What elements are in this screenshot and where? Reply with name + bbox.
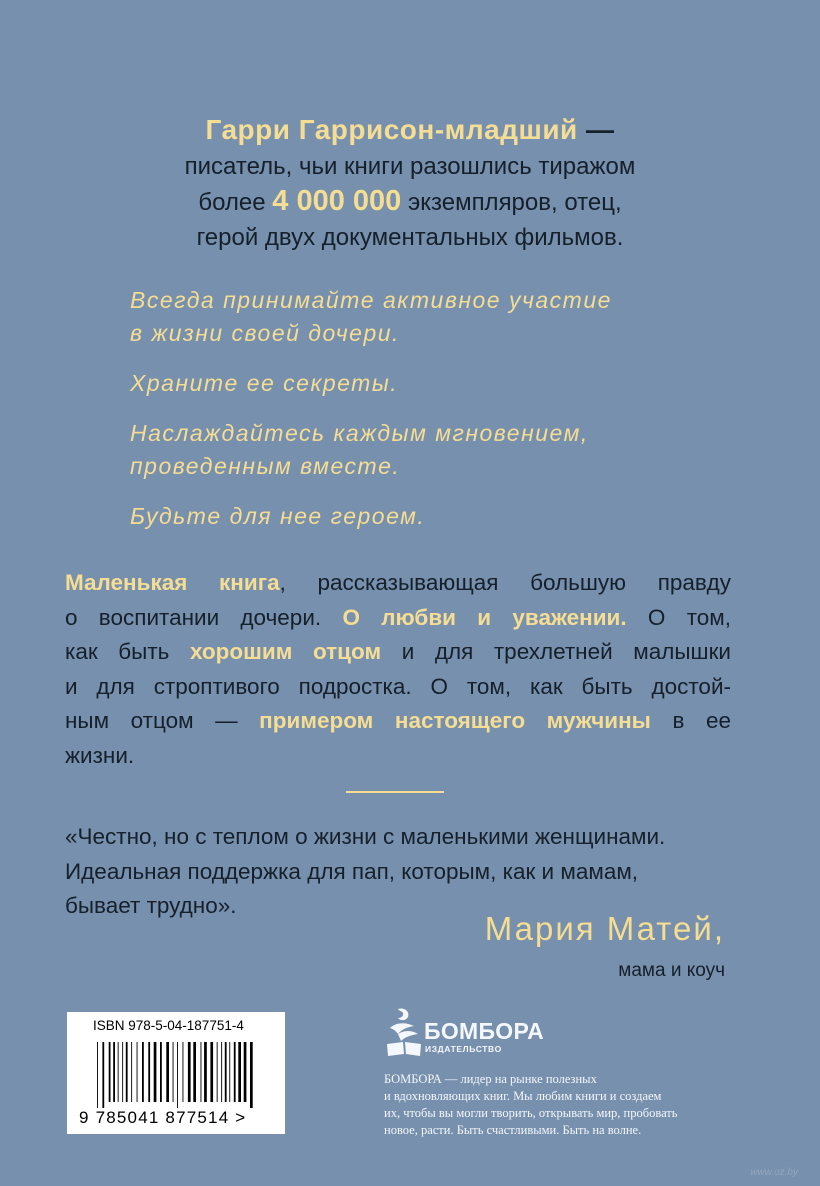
desc-text: о воспитании дочери. [65,604,343,630]
desc-text: О том, [626,604,731,630]
intro-text: экземпляров, отец, [401,189,622,216]
intro-dash: — [577,114,615,145]
barcode-bar [229,1042,230,1102]
publisher-name: БОМБОРА [424,1018,545,1044]
desc-highlight: О любви и уважении. [342,604,627,630]
barcode-bar [154,1042,157,1102]
barcode-bar [131,1042,132,1102]
desc-text: как быть [65,639,190,664]
intro-line-2: писатель, чьи книги разошлись тиражом [184,153,636,180]
barcode-bar [109,1042,111,1102]
desc-line [65,601,731,636]
publisher-about-line: новое, расти. Быть счастливыми. Быть на волне. [384,1123,642,1137]
barcode-bar [188,1042,191,1102]
barcode-bar [250,1042,253,1108]
desc-line [65,704,731,739]
barcode-bar [204,1042,207,1102]
barcode-bar [102,1042,104,1108]
desc-text: , рассказывающая большую правду [279,570,732,595]
barcode-bar [244,1042,247,1102]
desc-line: жизни. [65,742,135,768]
barcode-bar [173,1042,174,1102]
advice-line: Храните ее секреты. [130,370,399,396]
barcode-bars [97,1042,257,1108]
desc-text: ным отцом — [65,708,260,733]
desc-highlight: примером настоящего мужчины [259,708,651,733]
book-description [65,566,731,773]
author-name: Гарри Гаррисон-младший [205,114,578,145]
barcode-bar [201,1042,202,1102]
barcode-bar [148,1042,150,1102]
review-quote [65,820,745,924]
barcode-bar [234,1042,236,1102]
desc-line: и для строптивого подростка. О том, как быть достой- [65,673,731,699]
barcode-digits: 9 785041 877514 > [79,1108,247,1127]
barcode-bar [217,1042,218,1102]
barcode-bar [183,1042,184,1102]
publisher-about [384,1071,744,1139]
intro-line-4: герой двух документальных фильмов. [196,224,624,251]
advice-line: в жизни своей дочери. [130,320,400,346]
barcode-bar [118,1042,119,1102]
publisher-about-line: и вдохновляющих книг. Мы любим книги и создаем [384,1089,662,1103]
intro-line-1 [0,112,820,149]
advice-line: проведенным вместе. [130,453,401,479]
quote-line: бывает трудно». [65,893,237,918]
desc-line [65,635,731,670]
advice-line: Будьте для нее героем. [130,503,426,529]
barcode-bar [238,1042,241,1102]
quote-author-role: мама и коуч [618,960,725,981]
barcode-bar [113,1042,115,1102]
barcode-bar [126,1042,128,1102]
barcode-bar [142,1042,144,1102]
barcode-bar [210,1042,213,1102]
publisher-about-line: их, чтобы вы могли творить, открывать мир, пробовать [384,1106,678,1120]
isbn-label: ISBN 978-5-04-187751-4 [93,1018,244,1033]
barcode-bar [122,1042,123,1102]
desc-highlight: Маленькая книга [65,570,280,595]
quote-author: Мария Матей, [484,910,725,947]
advice-list [130,284,750,550]
desc-text: в ее [650,708,731,733]
barcode-bar [225,1042,227,1102]
quote-line: «Честно, но с теплом о жизни с маленькими женщинами. [65,824,666,849]
barcode-bar [166,1042,169,1102]
isbn-barcode [67,1012,285,1134]
advice-item [130,417,750,483]
barcode-bar [97,1042,98,1108]
advice-item [130,500,750,533]
publisher-about-line: БОМБОРА — лидер на рынке полезных [384,1072,597,1086]
author-intro [0,112,820,255]
barcode-bar [221,1042,222,1102]
advice-item [130,367,750,400]
barcode-bar [193,1042,196,1102]
bombora-logo-icon [384,1006,424,1058]
desc-highlight: хорошим отцом [189,639,382,664]
watermark: www.oz.by [750,1167,798,1178]
advice-line: Наслаждайтесь каждым мгновением, [130,420,589,446]
advice-item [130,284,750,350]
copies-number: 4 000 000 [272,185,402,217]
quote-line: Идеальная поддержка для пап, которым, как и мамам, [65,858,639,884]
publisher-subtitle: ИЗДАТЕЛЬСТВО [425,1044,502,1054]
advice-line: Всегда принимайте активное участие [130,287,612,313]
desc-text: и для трехлетней малышки [381,639,732,664]
intro-line-3 [0,184,820,220]
divider [346,791,444,793]
desc-line [65,566,731,601]
barcode-bar [160,1042,162,1102]
intro-text: более [198,189,273,216]
barcode-bar [177,1042,178,1108]
barcode-bar [137,1042,138,1102]
